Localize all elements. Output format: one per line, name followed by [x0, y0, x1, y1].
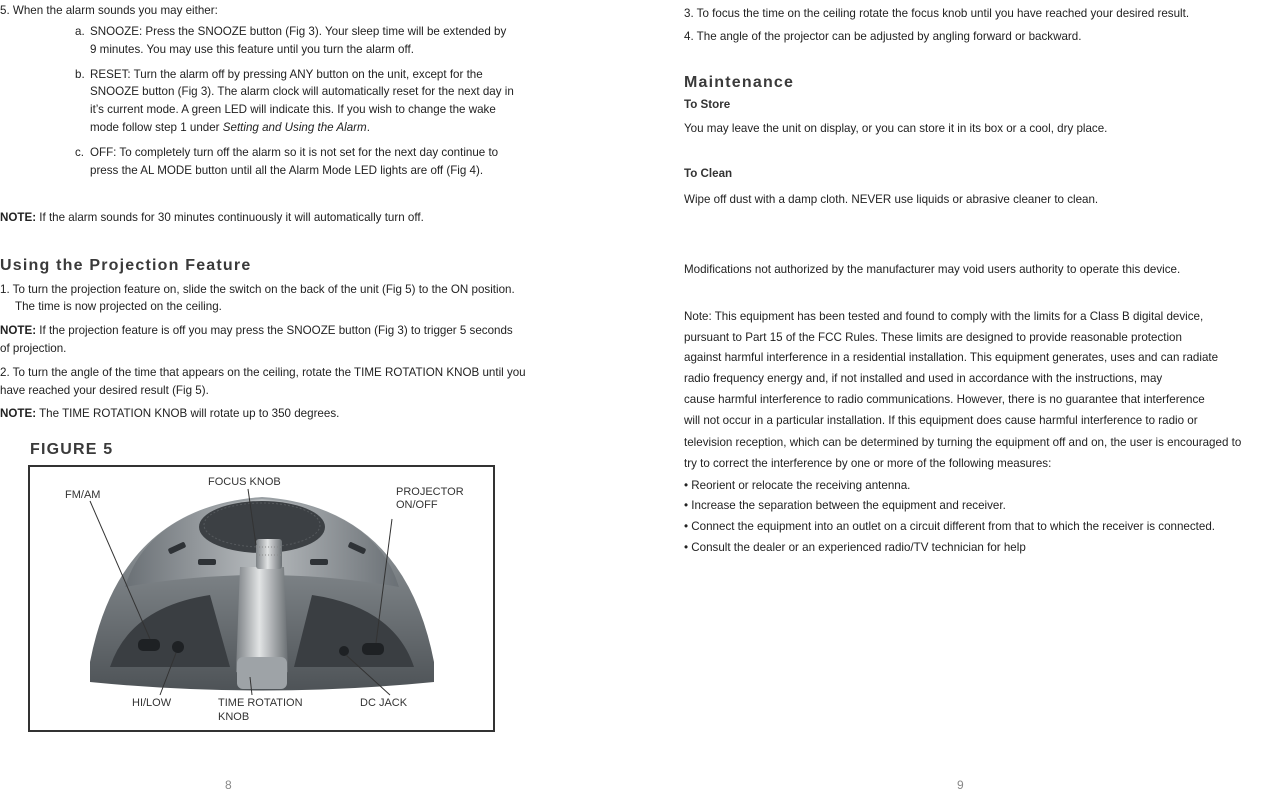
label-focus-knob: FOCUS KNOB: [208, 476, 281, 488]
label-time-rotation-line1: TIME ROTATION: [218, 697, 303, 709]
proj-step2-line1: 2. To turn the angle of the time that appears on the ceiling, rotate the TIME ROTATION KNOB until you: [0, 366, 526, 379]
time-rotation-knob: [237, 657, 287, 689]
fcc-line: Note: This equipment has been tested and found to comply with the limits for a Class B digital device,: [684, 310, 1204, 323]
dc-jack-port: [339, 646, 349, 656]
item-b-line2: SNOOZE button (Fig 3). The alarm clock will automatically reset for the next day in: [90, 85, 514, 98]
to-clean-heading: To Clean: [684, 167, 733, 180]
fcc-line: pursuant to Part 15 of the FCC Rules. These limits are designed to provide reasonable protection: [684, 331, 1182, 344]
focus-knob: [256, 539, 282, 569]
label-dc-jack: DC JACK: [360, 697, 408, 709]
projector-switch: [362, 643, 384, 655]
note-text: The TIME ROTATION KNOB will rotate up to 350 degrees.: [36, 407, 340, 420]
item-a-line1: SNOOZE: Press the SNOOZE button (Fig 3). Your sleep time will be extended by: [90, 25, 507, 38]
top-button: [198, 559, 216, 565]
proj-step1-line1: 1. To turn the projection feature on, slide the switch on the back of the unit (Fig 5) to the ON position.: [0, 283, 515, 296]
fcc-line: radio frequency energy and, if not installed and used in accordance with the instructions, may: [684, 372, 1163, 385]
figure-title: FIGURE 5: [30, 441, 114, 458]
step-4: 4. The angle of the projector can be adjusted by angling forward or backward.: [684, 30, 1082, 43]
projection-heading: Using the Projection Feature: [0, 257, 252, 274]
to-store-heading: To Store: [684, 98, 731, 111]
list-item: • Connect the equipment into an outlet on a circuit different from that to which the receiver is connected.: [684, 520, 1216, 533]
item-b-line4-prefix: mode follow step 1 under: [90, 121, 223, 134]
label-fm-am: FM/AM: [65, 489, 101, 501]
list-item: • Reorient or relocate the receiving antenna.: [684, 479, 911, 492]
item-c-marker: c.: [75, 146, 85, 159]
note-label: NOTE:: [0, 211, 37, 224]
note-text: If the alarm sounds for 30 minutes continuously it will automatically turn off.: [36, 211, 424, 224]
label-hi-low: HI/LOW: [132, 697, 172, 709]
page-number-right: 9: [957, 778, 964, 792]
alarm-options-intro: 5. When the alarm sounds you may either:: [0, 4, 218, 17]
item-b-marker: b.: [75, 68, 85, 81]
list-item: • Increase the separation between the equipment and receiver.: [684, 499, 1006, 512]
step-3: 3. To focus the time on the ceiling rotate the focus knob until you have reached your desired result.: [684, 7, 1190, 20]
page-number-left: 8: [225, 778, 232, 792]
fcc-line: will not occur in a particular installation. If this equipment does cause harmful interference to radio or: [684, 414, 1198, 427]
to-store-text: You may leave the unit on display, or you can store it in its box or a cool, dry place.: [684, 122, 1108, 135]
fcc-line: try to correct the interference by one or more of the following measures:: [684, 457, 1052, 470]
top-button: [310, 559, 328, 565]
proj-step1-line2: The time is now projected on the ceiling.: [15, 300, 222, 313]
note-rotation: [0, 406, 339, 421]
item-c-line1: OFF: To completely turn off the alarm so it is not set for the next day continue to: [90, 146, 499, 159]
fm-am-switch: [138, 639, 160, 651]
label-time-rotation-line2: KNOB: [218, 711, 250, 723]
item-b-line1: RESET: Turn the alarm off by pressing ANY button on the unit, except for the: [90, 68, 483, 81]
item-c-line2: press the AL MODE button until all the Alarm Mode LED lights are off (Fig 4).: [90, 164, 484, 177]
to-clean-text: Wipe off dust with a damp cloth. NEVER use liquids or abrasive cleaner to clean.: [684, 193, 1099, 206]
maintenance-heading: Maintenance: [684, 74, 795, 91]
fcc-line: television reception, which can be determined by turning the equipment off and on, the user is encouraged to: [684, 436, 1242, 449]
note-auto-off: [0, 210, 424, 225]
note-label: NOTE:: [0, 407, 37, 420]
note-projection-off-line2: of projection.: [0, 342, 67, 355]
list-item: • Consult the dealer or an experienced radio/TV technician for help: [684, 541, 1026, 554]
item-b-line3: it’s current mode. A green LED will indicate this. If you wish to change the wake: [90, 103, 496, 116]
label-projector-line1: PROJECTOR: [396, 486, 464, 498]
item-b-line4-italic: Setting and Using the Alarm: [222, 121, 367, 134]
item-b-line4-suffix: .: [366, 121, 370, 134]
modifications-warning: Modifications not authorized by the manufacturer may void users authority to operate this device.: [684, 263, 1181, 276]
hi-low-jack: [172, 641, 184, 653]
note-projection-off: [0, 323, 513, 338]
fcc-line: cause harmful interference to radio communications. However, there is no guarantee that interference: [684, 393, 1205, 406]
item-a-line2: 9 minutes. You may use this feature until you turn the alarm off.: [90, 43, 414, 56]
proj-step2-line2: have reached your desired result (Fig 5).: [0, 384, 209, 397]
item-b-line4: [90, 120, 370, 135]
note-text: If the projection feature is off you may press the SNOOZE button (Fig 3) to trigger 5 seconds: [36, 324, 513, 337]
label-projector-line2: ON/OFF: [396, 499, 438, 511]
figure-5-frame: [28, 465, 495, 732]
item-a-marker: a.: [75, 25, 85, 38]
note-label: NOTE:: [0, 324, 37, 337]
fcc-line: against harmful interference in a residential installation. This equipment generates, uses and can radiate: [684, 351, 1219, 364]
